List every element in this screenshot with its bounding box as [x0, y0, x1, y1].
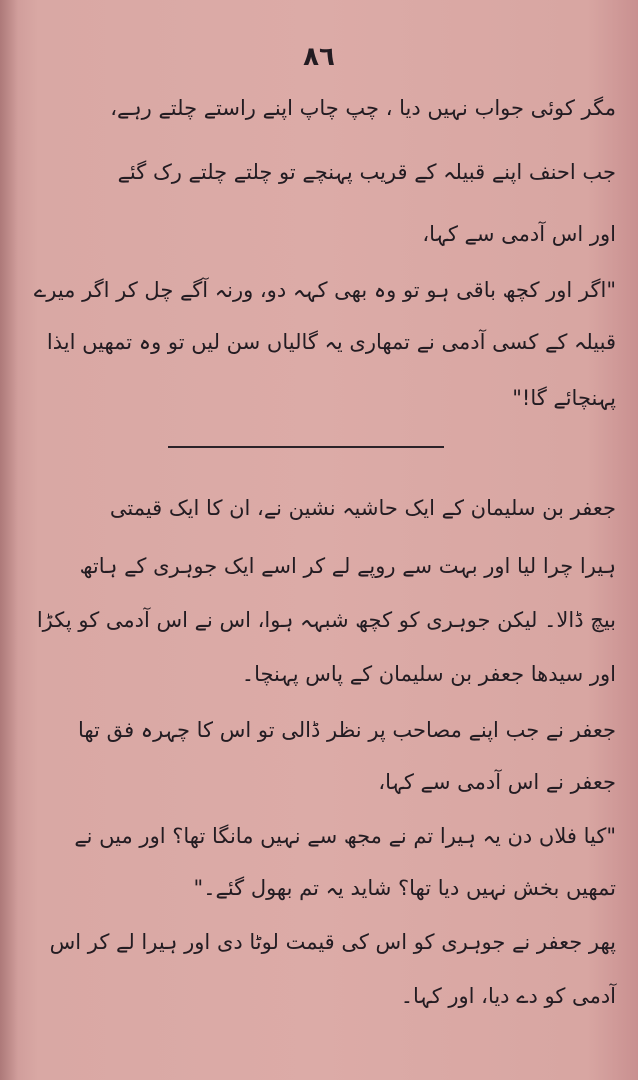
text-line: جعفر نے جب اپنے مصاحب پر نظر ڈالی تو اس کا چہرہ فق تھا: [77, 718, 616, 742]
text-line: پھر جعفر نے جوہری کو اس کی قیمت لوٹا دی اور ہیرا لے کر اس: [49, 930, 616, 954]
text-line: مگر کوئی جواب نہیں دیا ، چپ چاپ اپنے راستے چلتے رہے،: [110, 96, 616, 120]
text-line: جعفر بن سلیمان کے ایک حاشیہ نشین نے، ان کا ایک قیمتی: [109, 496, 616, 520]
text-line: قبیلہ کے کسی آدمی نے تمھاری یہ گالیاں سن لیں تو وہ تمھیں ایذا: [46, 330, 616, 354]
section-divider: [168, 446, 444, 448]
text-line: اور سیدھا جعفر بن سلیمان کے پاس پہنچا۔: [241, 662, 616, 686]
text-line: تمھیں بخش نہیں دیا تھا؟ شاید یہ تم بھول گئے۔": [193, 876, 616, 900]
page-number: ٨٦: [303, 42, 335, 72]
text-line: اور اس آدمی سے کہا،: [422, 222, 616, 246]
text-line: جعفر نے اس آدمی سے کہا،: [378, 770, 616, 794]
text-line: "کیا فلاں دن یہ ہیرا تم نے مجھ سے نہیں مانگا تھا؟ اور میں نے: [74, 824, 616, 848]
text-line: پہنچائے گا!": [512, 386, 616, 410]
text-line: بیچ ڈالا۔ لیکن جوہری کو کچھ شبہہ ہوا، اس نے اس آدمی کو پکڑا: [36, 608, 616, 632]
text-line: آدمی کو دے دیا، اور کہا۔: [400, 984, 616, 1008]
text-line: جب احنف اپنے قبیلہ کے قریب پہنچے تو چلتے چلتے رک گئے: [117, 160, 616, 184]
text-line: ہیرا چرا لیا اور بہت سے روپے لے کر اسے ایک جوہری کے ہاتھ: [79, 554, 616, 578]
text-line: "اگر اور کچھ باقی ہو تو وہ بھی کہہ دو، ورنہ آگے چل کر اگر میرے: [33, 278, 616, 302]
